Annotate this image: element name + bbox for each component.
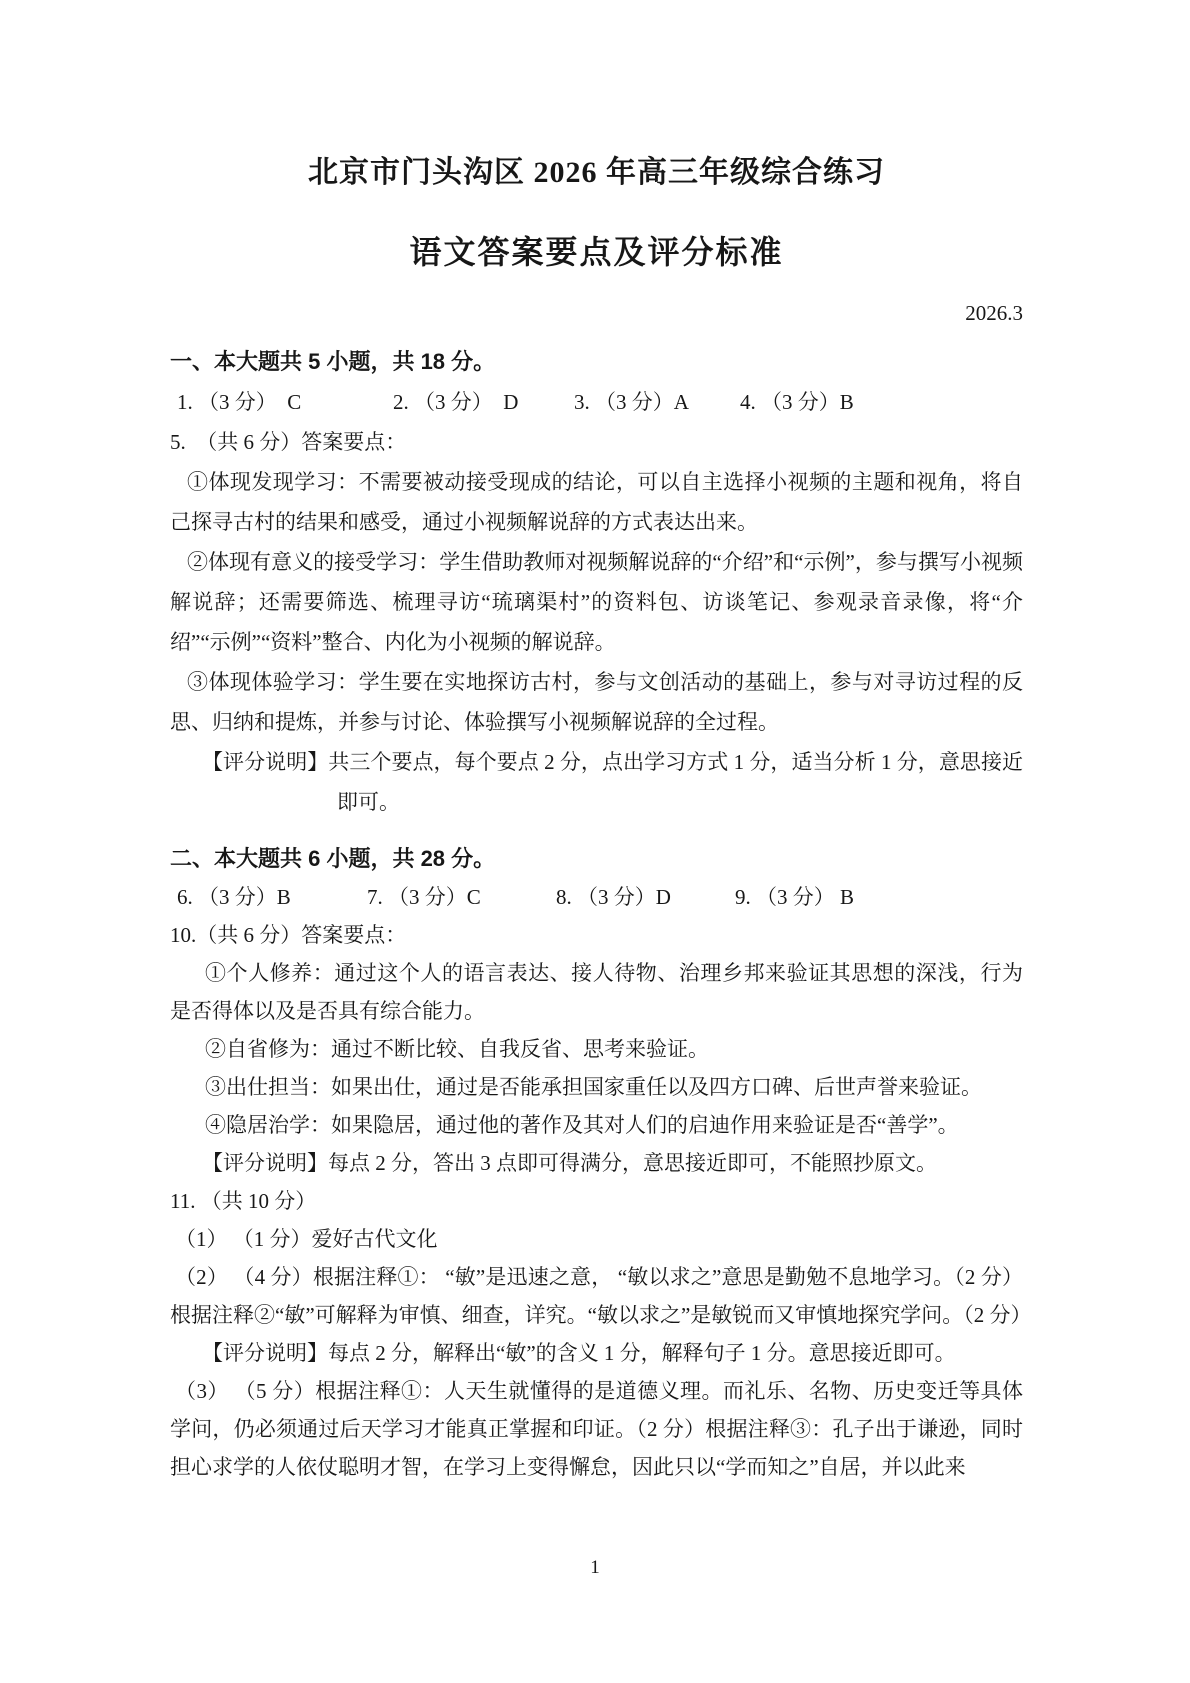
q10-point-1: ①个人修养：通过这个人的语言表达、接人待物、治理乡邦来验证其思想的深浅，行为是否得体以及是否具有综合能力。 [170,961,1023,1023]
document-title: 北京市门头沟区 2026 年高三年级综合练习 [308,156,885,189]
q11-part1: （1） （1 分）爱好古代文化 [175,1227,438,1251]
q5-point-3: ③体现体验学习：学生要在实地探访古村，参与文创活动的基础上，参与对寻访过程的反思、归纳和提炼，并参与讨论、体验撰写小视频解说辞的全过程。 [170,670,1023,734]
q5-point-2: ②体现有意义的接受学习：学生借助教师对视频解说辞的“介绍”和“示例”，参与撰写小视频解说辞；还需要筛选、梳理寻访“琉璃渠村”的资料包、访谈笔记、参观录音录像，将“介绍”“示例”“资料”整合、内化为小视频的解说辞。 [170,550,1023,654]
q11-label: 11. （共 10 分） [170,1189,317,1213]
q5-label: 5. （共 6 分）答案要点： [170,430,407,454]
section-one-answer-row [170,382,1023,422]
q11-part3: （3） （5 分）根据注释①：人天生就懂得的是道德义理。而礼乐、名物、历史变迁等具体学问，仍必须通过后天学习才能真正掌握和印证。（2 分）根据注释③：孔子出于谦逊，同时担心求学的人依仗聪明才智，在学习上变得懈怠，因此只以“学而知之”自居，并以此来 [170,1379,1023,1479]
q10-scoring-note: 【评分说明】每点 2 分，答出 3 点即可得满分，意思接近即可，不能照抄原文。 [202,1151,937,1175]
answer-q4: 4. （3 分）B [740,390,854,414]
q5-scoring-note: 【评分说明】共三个要点，每个要点 2 分，点出学习方式 1 分，适当分析 1 分，意思接近即可。 [202,750,1023,814]
answer-q2: 2. （3 分） D [393,390,519,414]
q10-label: 10.（共 6 分）答案要点： [170,923,407,947]
section-two-heading: 二、本大题共 6 小题，共 28 分。 [170,846,496,871]
answer-q3: 3. （3 分）A [574,390,689,414]
answer-q6: 6. （3 分）B [177,885,291,909]
q10-point-3: ③出仕担当：如果出仕，通过是否能承担国家重任以及四方口碑、后世声誉来验证。 [205,1075,982,1099]
answer-q7: 7. （3 分）C [367,885,481,909]
document-date: 2026.3 [965,301,1023,325]
q5-point-1: ①体现发现学习：不需要被动接受现成的结论，可以自主选择小视频的主题和视角，将自己探寻古村的结果和感受，通过小视频解说辞的方式表达出来。 [170,470,1023,534]
answer-q9: 9. （3 分） B [735,885,855,909]
section-two-answer-row [170,878,1023,916]
q10-point-4: ④隐居治学：如果隐居，通过他的著作及其对人们的启迪作用来验证是否“善学”。 [205,1113,959,1137]
q11-part2-scoring-note: 【评分说明】每点 2 分，解释出“敏”的含义 1 分，解释句子 1 分。意思接近即可。 [202,1341,956,1365]
page-content [170,0,1032,1486]
answer-q8: 8. （3 分）D [556,885,671,909]
section-one-heading: 一、本大题共 5 小题，共 18 分。 [170,349,496,374]
q10-point-2: ②自省修为：通过不断比较、自我反省、思考来验证。 [205,1037,709,1061]
answer-q1: 1. （3 分） C [177,390,302,414]
q11-part2: （2） （4 分）根据注释①： “敏”是迅速之意， “敏以求之”意思是勤勉不息地学习。（2 分）根据注释②“敏”可解释为审慎、细查，详究。“敏以求之”是敏锐而又审慎地探究学问。（2 分） [170,1265,1032,1327]
document-subtitle: 语文答案要点及评分标准 [409,234,784,270]
page-number: 1 [590,1557,600,1578]
